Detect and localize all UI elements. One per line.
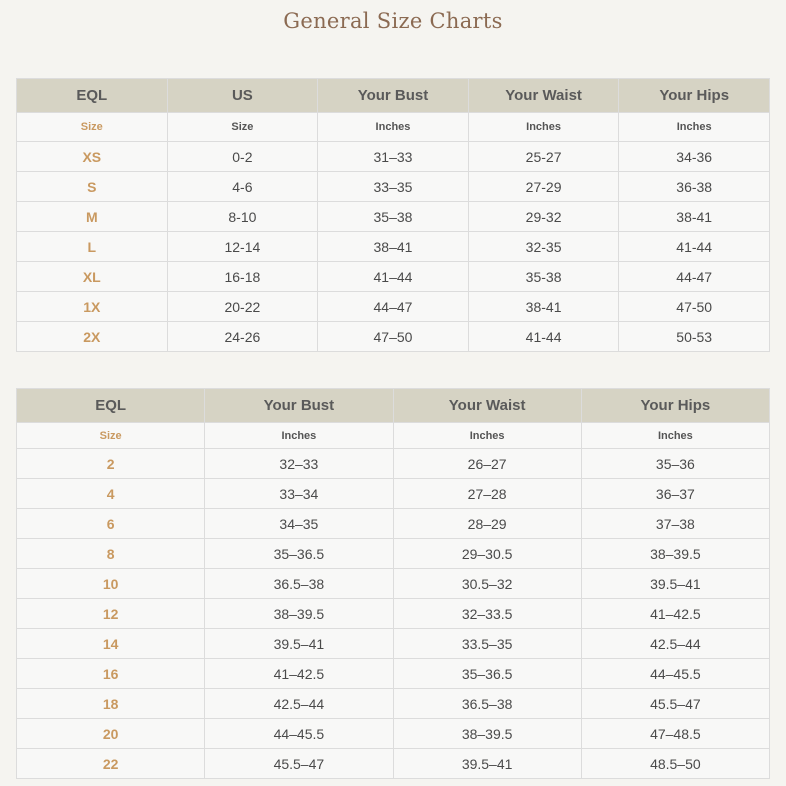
column-header-your-bust: Your Bust [205,389,393,423]
size-cell: 20 [17,719,205,749]
size-cell: 22 [17,749,205,779]
column-unit-label: Size [167,113,318,142]
size-cell: 12 [17,599,205,629]
measurement-cell: 8-10 [167,202,318,232]
size-cell: 16 [17,659,205,689]
measurement-cell: 35–36.5 [205,539,393,569]
measurement-cell: 0-2 [167,142,318,172]
measurement-cell: 25-27 [468,142,619,172]
size-cell: M [17,202,168,232]
measurement-cell: 38–39.5 [393,719,581,749]
table-row [17,569,770,599]
size-cell: 4 [17,479,205,509]
size-cell: 1X [17,292,168,322]
table-subheader-row [17,423,770,449]
measurement-cell: 33–34 [205,479,393,509]
measurement-cell: 39.5–41 [393,749,581,779]
size-chart-table-letter [16,78,770,352]
measurement-cell: 29-32 [468,202,619,232]
measurement-cell: 38–39.5 [205,599,393,629]
size-cell: 6 [17,509,205,539]
table-row [17,232,770,262]
size-chart-table-numeric [16,388,770,779]
size-cell: 18 [17,689,205,719]
measurement-cell: 39.5–41 [205,629,393,659]
table-header-row [17,79,770,113]
measurement-cell: 41-44 [619,232,770,262]
size-cell: 10 [17,569,205,599]
measurement-cell: 41–42.5 [205,659,393,689]
measurement-cell: 27-29 [468,172,619,202]
table-row [17,719,770,749]
measurement-cell: 47–48.5 [581,719,769,749]
measurement-cell: 39.5–41 [581,569,769,599]
measurement-cell: 48.5–50 [581,749,769,779]
measurement-cell: 16-18 [167,262,318,292]
measurement-cell: 31–33 [318,142,469,172]
column-header-your-waist: Your Waist [393,389,581,423]
measurement-cell: 30.5–32 [393,569,581,599]
measurement-cell: 36–37 [581,479,769,509]
column-unit-label: Size [17,423,205,449]
measurement-cell: 24-26 [167,322,318,352]
measurement-cell: 45.5–47 [581,689,769,719]
measurement-cell: 47–50 [318,322,469,352]
column-unit-label: Inches [581,423,769,449]
column-unit-label: Inches [318,113,469,142]
table-row [17,629,770,659]
measurement-cell: 32-35 [468,232,619,262]
measurement-cell: 12-14 [167,232,318,262]
column-header-your-hips: Your Hips [619,79,770,113]
measurement-cell: 41–42.5 [581,599,769,629]
measurement-cell: 35–36 [581,449,769,479]
table-row [17,322,770,352]
measurement-cell: 27–28 [393,479,581,509]
measurement-cell: 38-41 [468,292,619,322]
measurement-cell: 41–44 [318,262,469,292]
table-row [17,539,770,569]
table-header-row [17,389,770,423]
measurement-cell: 34-36 [619,142,770,172]
size-cell: S [17,172,168,202]
column-header-your-hips: Your Hips [581,389,769,423]
measurement-cell: 4-6 [167,172,318,202]
table-row [17,449,770,479]
size-cell: 14 [17,629,205,659]
table-row [17,262,770,292]
size-cell: 2X [17,322,168,352]
measurement-cell: 36.5–38 [393,689,581,719]
column-header-eql: EQL [17,79,168,113]
measurement-cell: 35–38 [318,202,469,232]
measurement-cell: 32–33 [205,449,393,479]
column-header-eql: EQL [17,389,205,423]
size-cell: 8 [17,539,205,569]
measurement-cell: 50-53 [619,322,770,352]
measurement-cell: 33.5–35 [393,629,581,659]
column-header-us: US [167,79,318,113]
measurement-cell: 44–45.5 [205,719,393,749]
table-row [17,142,770,172]
measurement-cell: 44–47 [318,292,469,322]
column-header-your-waist: Your Waist [468,79,619,113]
size-cell: XL [17,262,168,292]
table-row [17,689,770,719]
measurement-cell: 47-50 [619,292,770,322]
table-row [17,599,770,629]
size-cell: L [17,232,168,262]
measurement-cell: 44-47 [619,262,770,292]
table-subheader-row [17,113,770,142]
table-row [17,479,770,509]
table-row [17,172,770,202]
measurement-cell: 35–36.5 [393,659,581,689]
measurement-cell: 20-22 [167,292,318,322]
measurement-cell: 42.5–44 [581,629,769,659]
measurement-cell: 26–27 [393,449,581,479]
page-title: General Size Charts [283,9,503,33]
measurement-cell: 45.5–47 [205,749,393,779]
table-row [17,659,770,689]
measurement-cell: 37–38 [581,509,769,539]
size-cell: XS [17,142,168,172]
measurement-cell: 35-38 [468,262,619,292]
size-cell: 2 [17,449,205,479]
table-row [17,202,770,232]
column-header-your-bust: Your Bust [318,79,469,113]
column-unit-label: Inches [393,423,581,449]
measurement-cell: 38-41 [619,202,770,232]
measurement-cell: 33–35 [318,172,469,202]
table-row [17,509,770,539]
measurement-cell: 41-44 [468,322,619,352]
column-unit-label: Inches [468,113,619,142]
table-row [17,749,770,779]
measurement-cell: 44–45.5 [581,659,769,689]
column-unit-label: Inches [619,113,770,142]
measurement-cell: 29–30.5 [393,539,581,569]
measurement-cell: 28–29 [393,509,581,539]
measurement-cell: 38–41 [318,232,469,262]
measurement-cell: 38–39.5 [581,539,769,569]
column-unit-label: Inches [205,423,393,449]
table-row [17,292,770,322]
measurement-cell: 42.5–44 [205,689,393,719]
measurement-cell: 34–35 [205,509,393,539]
column-unit-label: Size [17,113,168,142]
measurement-cell: 36.5–38 [205,569,393,599]
measurement-cell: 36-38 [619,172,770,202]
measurement-cell: 32–33.5 [393,599,581,629]
